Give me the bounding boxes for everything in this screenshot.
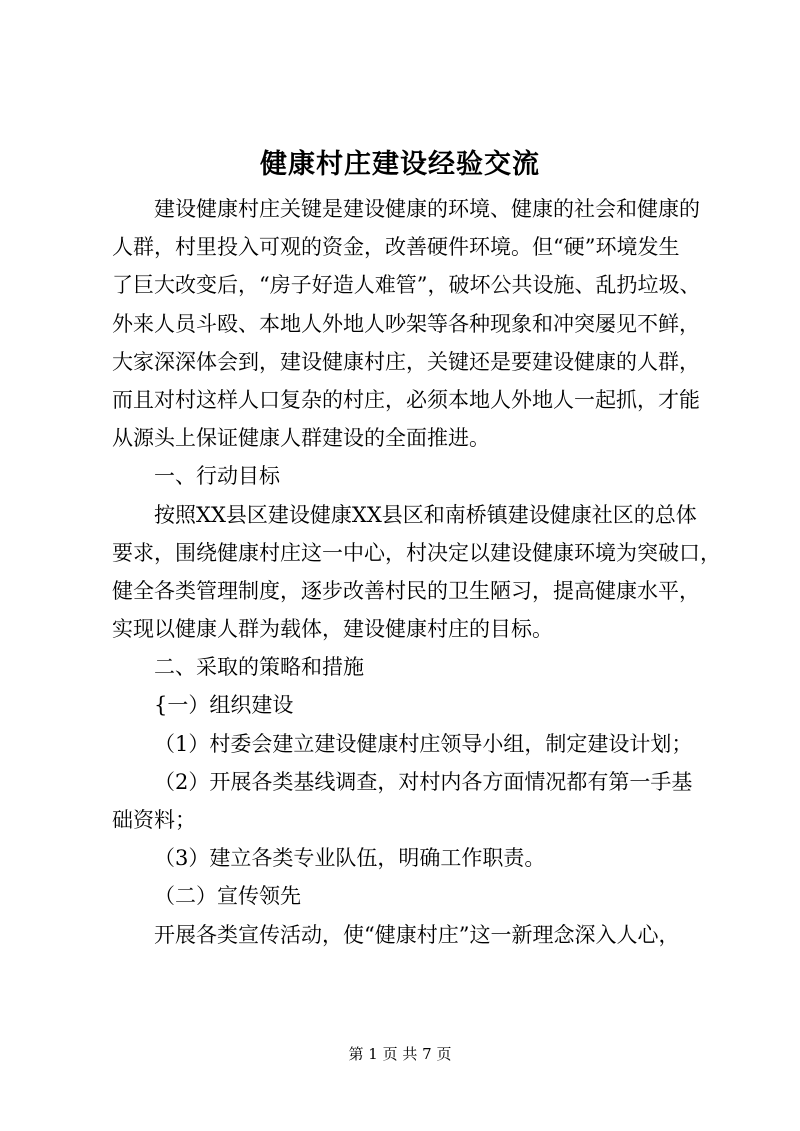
paragraph-line: 外来人员斗殴、本地人外地人吵架等各种现象和冲突屡见不鲜， xyxy=(112,311,700,336)
paragraph-line: 建设健康村庄关键是建设健康的环境、健康的社会和健康的 xyxy=(154,197,700,221)
paragraph-line: 健全各类管理制度，逐步改善村民的卫生陋习，提高健康水平， xyxy=(112,578,700,603)
paragraph-line: 了巨大改变后，“房子好造人难管”，破坏公共设施、乱扔垃圾、 xyxy=(112,273,701,298)
document-title: 健康村庄建设经验交流 xyxy=(260,149,540,180)
paragraph-line: 要求，围绕健康村庄这一中心，村决定以建设健康环境为突破口， xyxy=(112,540,721,565)
paragraph-line: 按照XX县区建设健康XX县区和南桥镇建设健康社区的总体 xyxy=(154,502,697,527)
document-body xyxy=(112,190,721,954)
paragraph-line: 从源头上保证健康人群建设的全面推进。 xyxy=(112,426,490,451)
list-item: （1）村委会建立建设健康村庄领导小组，制定建设计划； xyxy=(154,731,693,756)
paragraph-line: 而且对村这样人口复杂的村庄，必须本地人外地人一起抓，才能 xyxy=(112,387,700,412)
list-item: （3）建立各类专业队伍，明确工作职责。 xyxy=(154,846,546,871)
subsection-heading: {一）组织建设 xyxy=(154,693,294,718)
subsection-heading: （二）宣传领先 xyxy=(154,884,301,909)
section-heading: 一、行动目标 xyxy=(154,464,280,489)
paragraph-line: 实现以健康人群为载体，建设健康村庄的目标。 xyxy=(112,617,553,642)
section-heading: 二、采取的策略和措施 xyxy=(154,655,364,680)
page-footer: 第 1 页 共 7 页 xyxy=(348,1045,452,1063)
paragraph-line: 人群，村里投入可观的资金，改善硬件环境。但“硬”环境发生 xyxy=(112,235,680,260)
paragraph-line: 大家深深体会到，建设健康村庄，关键还是要建设健康的人群， xyxy=(112,349,700,374)
paragraph-line: 开展各类宣传活动，使“健康村庄”这一新理念深入人心， xyxy=(154,922,680,947)
list-item-continuation: 础资料； xyxy=(112,808,196,832)
list-item: （2）开展各类基线调查，对村内各方面情况都有第一手基 xyxy=(154,769,693,794)
